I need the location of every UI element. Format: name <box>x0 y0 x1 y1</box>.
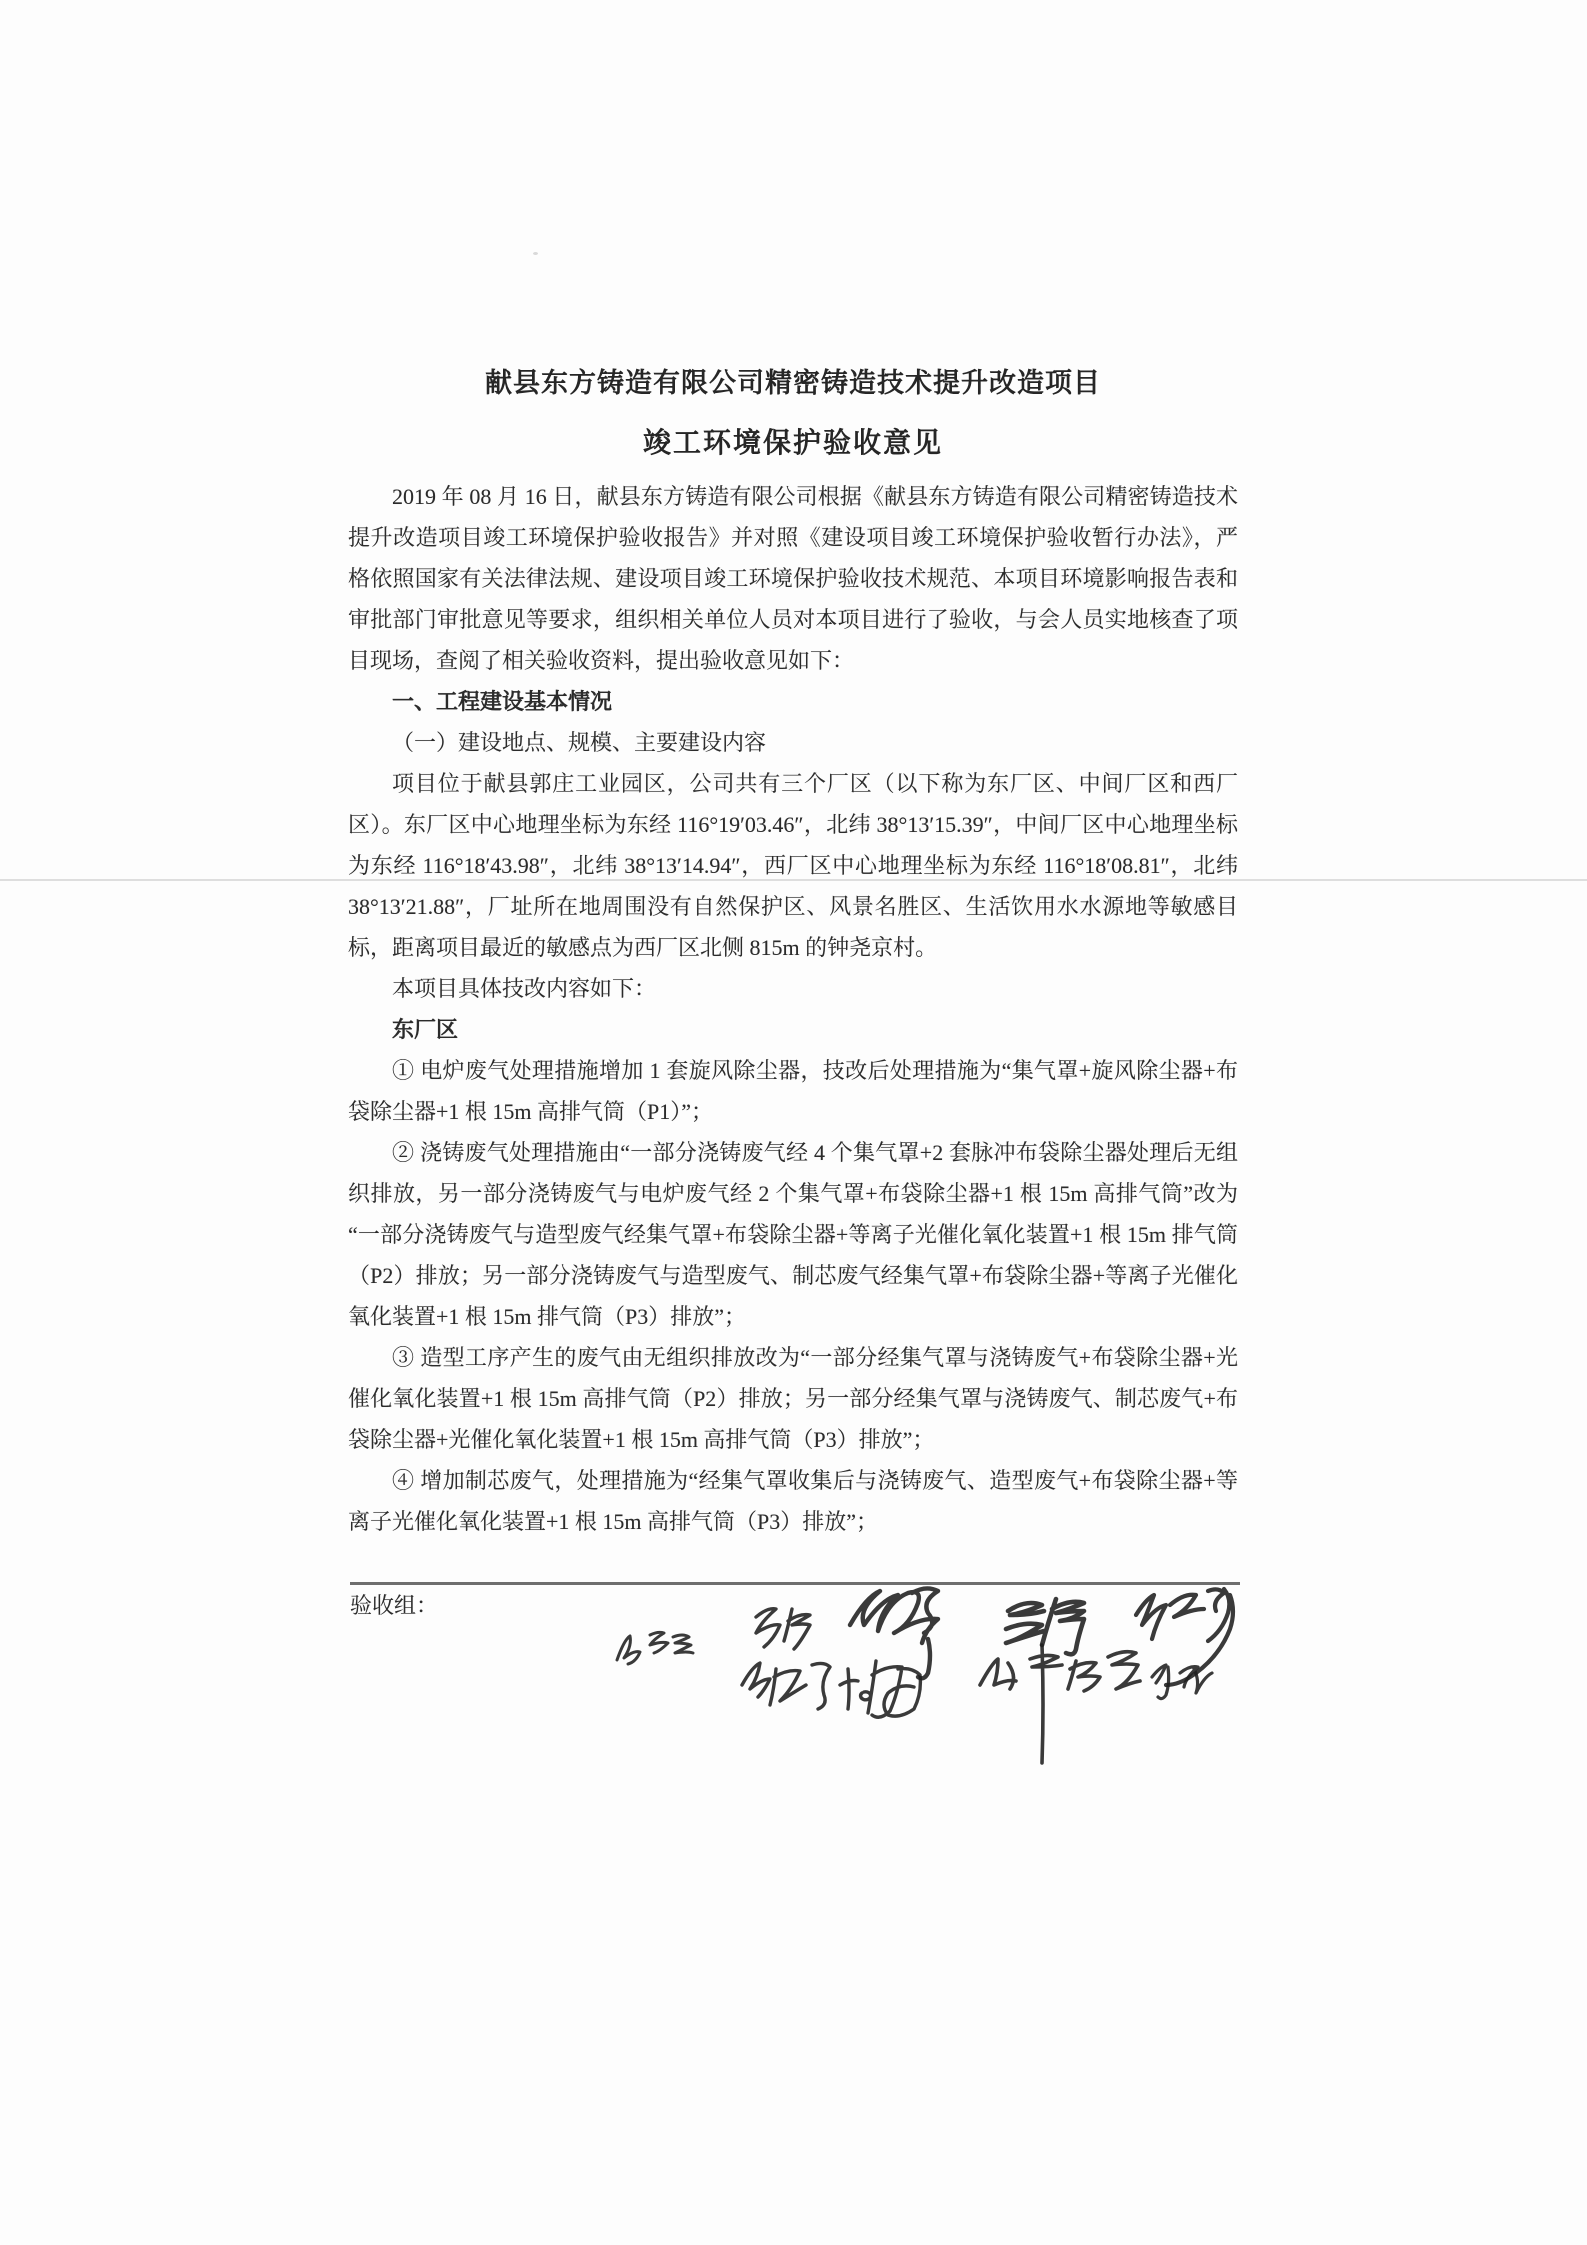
section-heading-1: 一、工程建设基本情况 <box>392 689 613 714</box>
subsection-east-plant: 东厂区 <box>392 1017 459 1042</box>
signature-wu-wei <box>1006 1599 1084 1654</box>
paragraph-location: 项目位于献县郭庄工业园区，公司共有三个厂区（以下称为东厂区、中间厂区和西厂区）。东厂区中心地理坐标为东经 116°19′03.46″，北纬 38°13′15.39″，中间厂区中心地理坐标为东经 116°18′43.98″，北纬 38°13′14.94″，西厂区中心地理坐标为东经 116°18′08.81″，北纬 38°13′21.88″，厂址所在地周围没有自然保护区、风景名胜区、生活饮用水水源地等敏感目标，距离项目最近的敏感点为西厂区北侧 815m 的钟尧京村。 <box>348 771 1238 960</box>
paragraph-intro-tech: 本项目具体技改内容如下： <box>392 976 657 1001</box>
signature-chen-jialing <box>742 1663 830 1709</box>
handwritten-signatures <box>560 1565 1360 1795</box>
signature-chen-peiyu <box>617 1632 693 1664</box>
document-body <box>348 365 1238 1542</box>
list-item-1: ① 电炉废气处理措施增加 1 套旋风除尘器，技改后处理措施为“集气罩+旋风除尘器+布袋除尘器+1 根 15m 高排气筒（P1）”； <box>348 1058 1238 1124</box>
list-item-3: ③ 造型工序产生的废气由无组织排放改为“一部分经集气罩与浇铸废气+布袋除尘器+光催化氧化装置+1 根 15m 高排气筒（P2）排放；另一部分经集气罩与浇铸废气、制芯废气+布袋除尘器+光催化氧化装置+1 根 15m 高排气筒（P3）排放”； <box>348 1345 1238 1452</box>
signature-zhao-qian <box>756 1609 810 1649</box>
paragraph-intro: 2019 年 08 月 16 日，献县东方铸造有限公司根据《献县东方铸造有限公司精密铸造技术提升改造项目竣工环境保护验收报告》并对照《建设项目竣工环境保护验收暂行办法》，严格依照国家有关法律法规、建设项目竣工环境保护验收技术规范、本项目环境影响报告表和审批部门审批意见等要求，组织相关单位人员对本项目进行了验收，与会人员实地核查了项目现场，查阅了相关验收资料，提出验收意见如下： <box>348 484 1238 673</box>
acceptance-group-label: 验收组： <box>350 1593 439 1618</box>
scan-artifact-speck <box>533 252 538 255</box>
list-item-2: ② 浇铸废气处理措施由“一部分浇铸废气经 4 个集气罩+2 套脉冲布袋除尘器处理后无组织排放，另一部分浇铸废气与电炉废气经 2 个集气罩+布袋除尘器+1 根 15m 高排气筒”改为“一部分浇铸废气与造型废气经集气罩+布袋除尘器+等离子光催化氧化装置+1 根 15m 排气筒（P2）排放；另一部分浇铸废气与造型废气、制芯废气经集气罩+布袋除尘器+等离子光催化氧化装置+1 根 15m 排气筒（P3）排放”； <box>348 1140 1238 1329</box>
section-heading-1-1: （一）建设地点、规模、主要建设内容 <box>392 730 767 755</box>
document-title: 献县东方铸造有限公司精密铸造技术提升改造项目 <box>485 368 1101 398</box>
signature-scribble-large <box>850 1588 938 1678</box>
document-subtitle: 竣工环境保护验收意见 <box>642 428 943 459</box>
list-item-4: ④ 增加制芯废气，处理措施为“经集气罩收集后与浇铸废气、造型废气+布袋除尘器+等离子光催化氧化装置+1 根 15m 高排气筒（P3）排放”； <box>348 1468 1238 1534</box>
signature-bi-xiaohui <box>980 1645 1140 1763</box>
signature-scribble-row2 <box>840 1661 920 1717</box>
